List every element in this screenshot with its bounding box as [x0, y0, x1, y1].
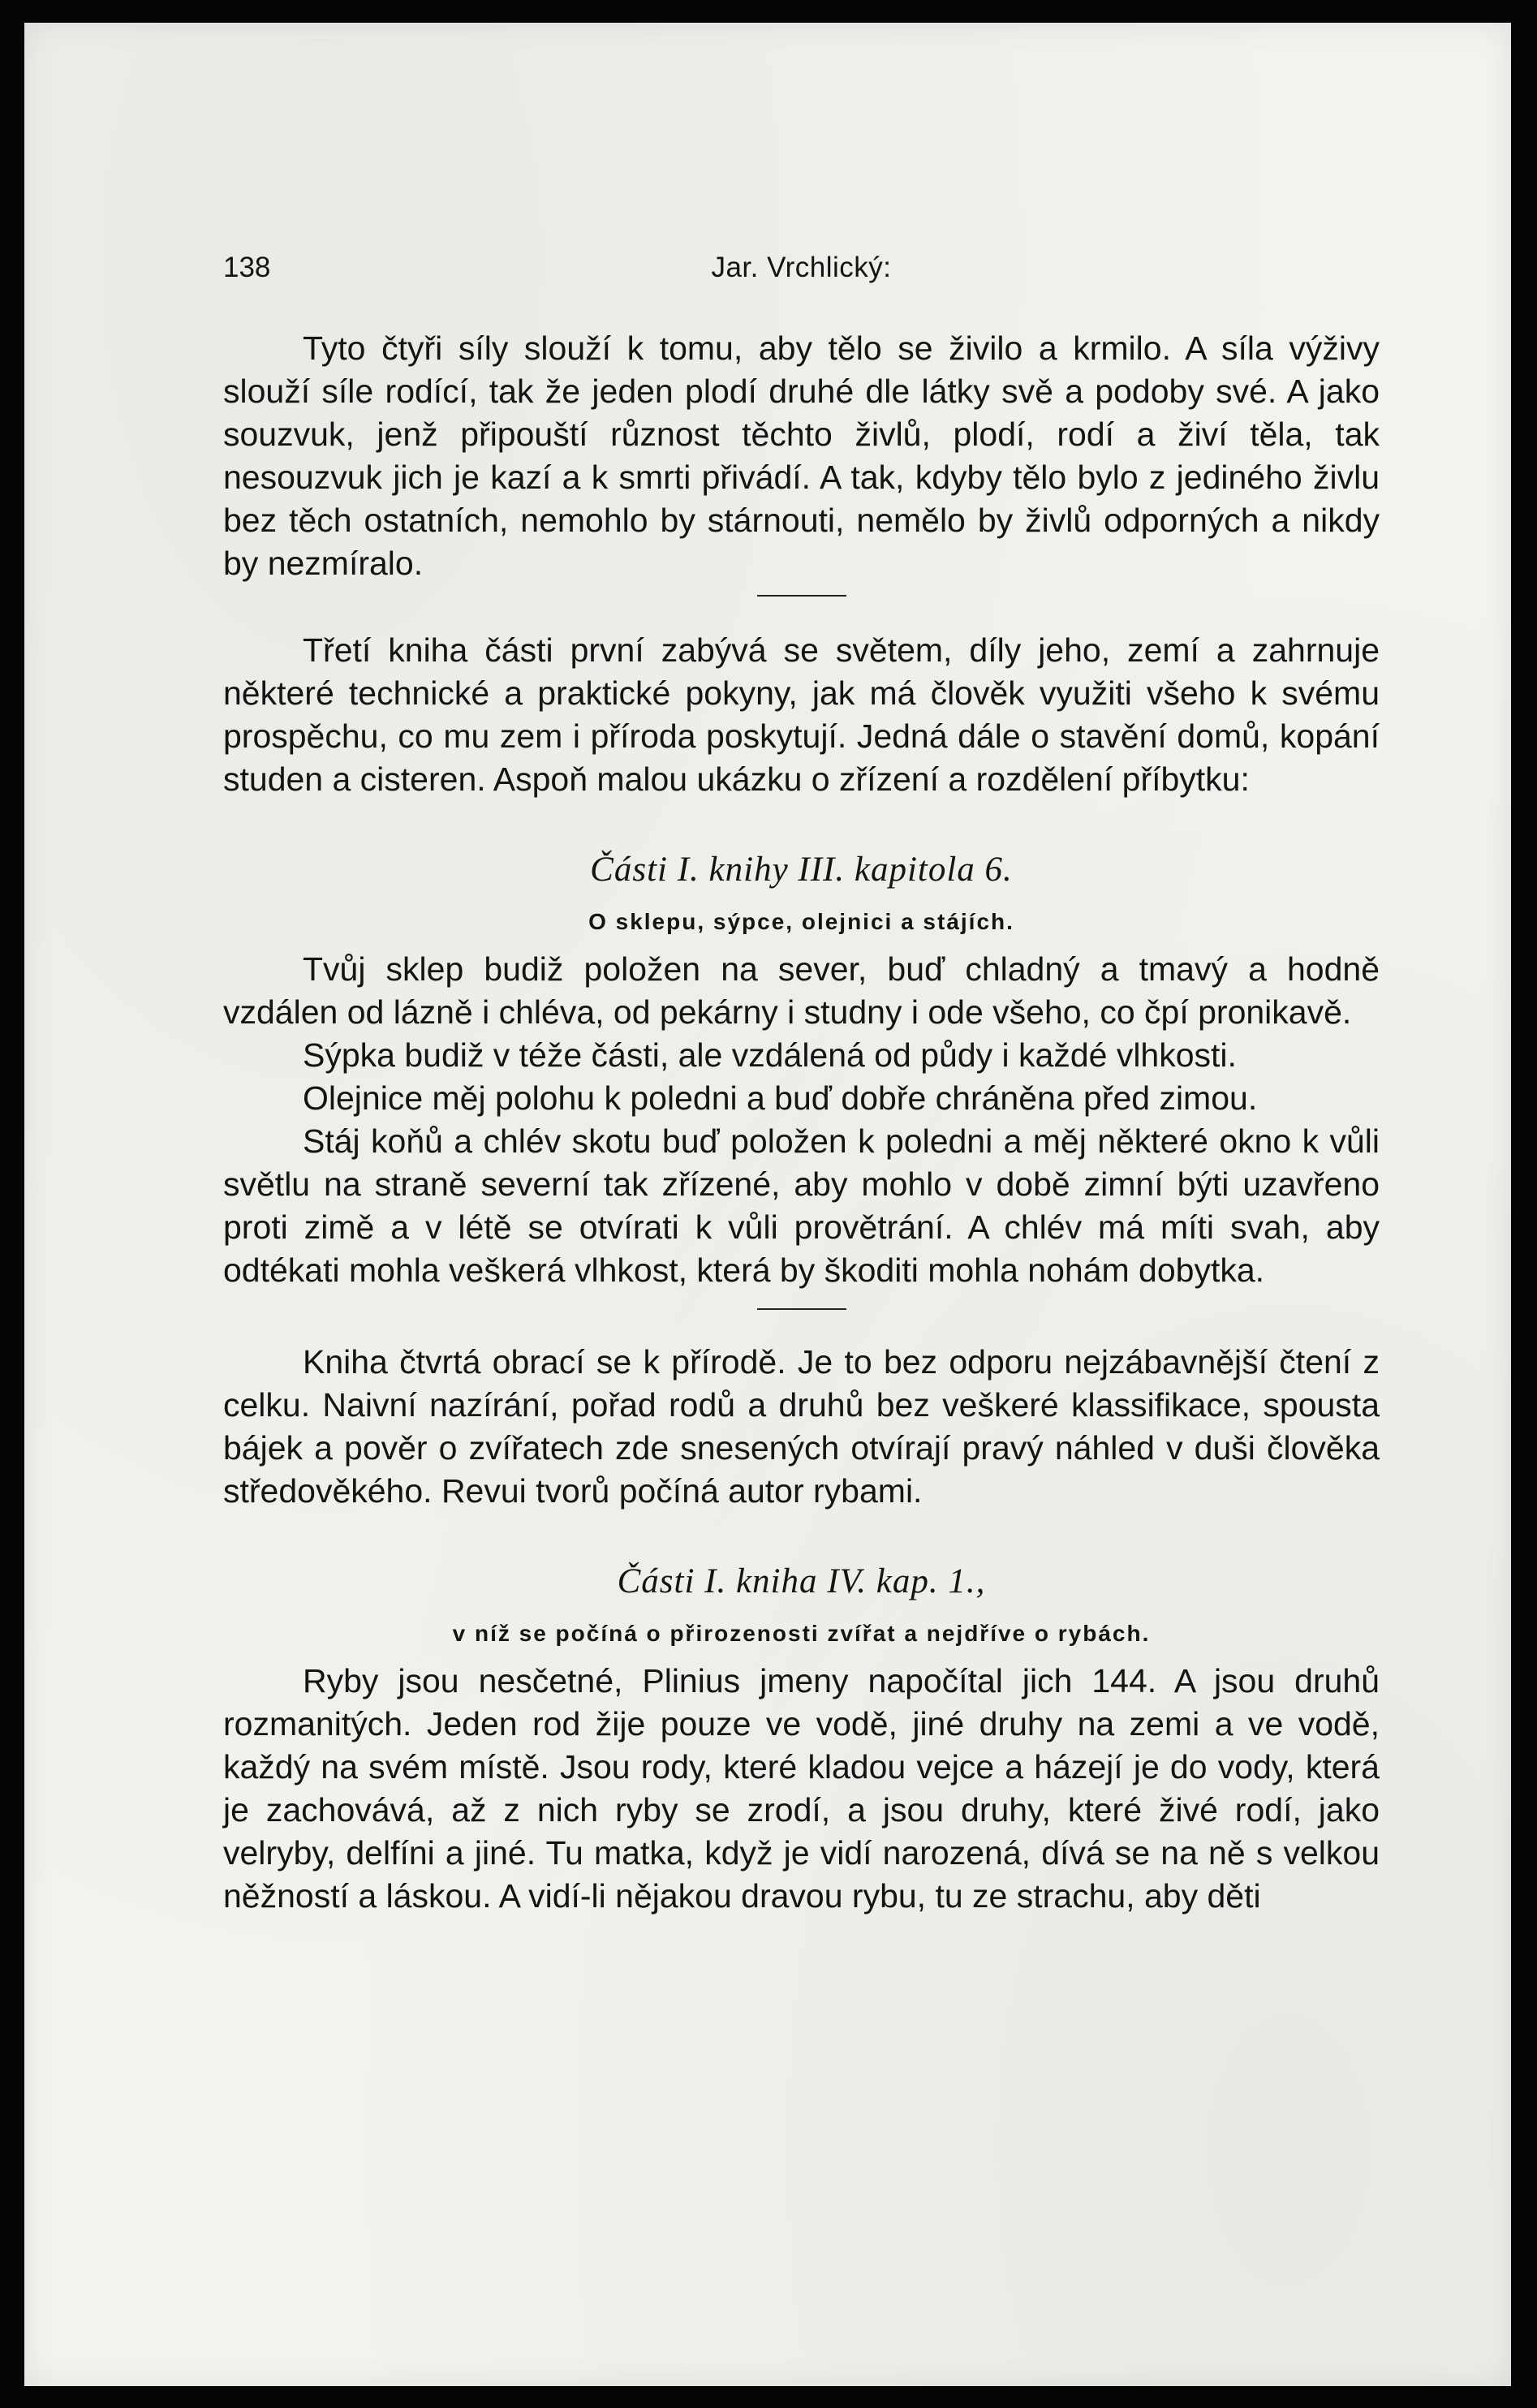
book-page — [24, 23, 1511, 2386]
stable-paragraph: Stáj koňů a chlév skotu buď položen k poledni a měj některé okno k vůli světlu na straně severní tak zřízené, aby mohlo v době zimní býti uzavřeno proti zimě a v létě se otvírati k vůli provětrání. A chlév má míti svah, aby odtékati mohla veškerá vlhkost, která by škoditi mohla nohám dobytka. — [223, 1122, 1380, 1289]
book-three-paragraph: Třetí kniha části první zabývá se světem, díly jeho, zemí a zahrnuje některé technické a praktické pokyny, jak má člověk využiti všeho k svému prospěchu, co mu zem i příroda poskytují. Jedná dále o stavění domů, kopání studen a cisteren. Aspoň malou ukázku o zřízení a rozdělení příbytku: — [223, 631, 1380, 798]
section-heading-book-4: Části I. kniha IV. kap. 1., — [617, 1562, 986, 1600]
intro-paragraph: Tyto čtyři síly slouží k tomu, aby tělo se živilo a krmilo. A síla výživy slouží síle rodící, tak že jeden plodí druhé dle látky svě a podoby své. A jako souzvuk, jenž připouští různost těchto živlů, plodí, rodí a živí těla, tak nesouzvuk jich je kazí a k smrti přivádí. A tak, kdyby tělo bylo z jediného živlu bez těch ostatních, nemohlo by stárnouti, nemělo by živlů odporných a nikdy by nezmíralo. — [223, 330, 1380, 582]
fish-paragraph: Ryby jsou nesčetné, Plinius jmeny napočítal jich 144. A jsou druhů rozmanitých. Jeden rod žije pouze ve vodě, jiné druhy na zemi a ve vodě, každý na svém místě. Jsou rody, které kladou vejce a házejí je do vody, která je zachovává, až z nich ryby se zrodí, a jsou druhy, které živé rodí, jako velryby, delfíni a jiné. Tu matka, když je vidí narozená, dívá se na ně s velkou něžností a láskou. A vidí-li nějakou dravou rybu, tu ze strachu, aby děti — [223, 1662, 1380, 1915]
section-subheading-fish: v níž se počíná o přirozenosti zvířat a nejdříve o rybách. — [452, 1621, 1151, 1646]
oil-store-paragraph: Olejnice měj polohu k poledni a buď dobře chráněna před zimou. — [303, 1079, 1258, 1117]
section-subheading-cellar: O sklepu, sýpce, olejnici a stájích. — [588, 909, 1014, 934]
cellar-paragraph: Tvůj sklep budiž položen na sever, buď chladný a tmavý a hodně vzdálen od lázně i chléva, od pekárny i studny i ode všeho, co čpí pronikavě. — [223, 950, 1380, 1031]
section-heading-chapter-6: Části I. knihy III. kapitola 6. — [590, 851, 1013, 889]
page-text-block — [223, 238, 1380, 1918]
running-head — [223, 238, 1380, 286]
book-four-paragraph: Kniha čtvrtá obrací se k přírodě. Je to bez odporu nejzábavnější čtení z celku. Naivní nazírání, pořad rodů a druhů bez veškeré klassifikace, spousta bájek a pověr o zvířatech zde snesených otvírají pravý náhled v duši člověka středověkého. Revui tvorů počíná autor rybami. — [223, 1343, 1380, 1510]
section-divider — [757, 1308, 846, 1310]
granary-paragraph: Sýpka budiž v téže části, ale vzdálená od půdy i každé vlhkosti. — [303, 1036, 1237, 1074]
section-divider — [757, 595, 846, 597]
page-number: 138 — [223, 252, 271, 283]
running-title: Jar. Vrchlický: — [711, 252, 892, 283]
